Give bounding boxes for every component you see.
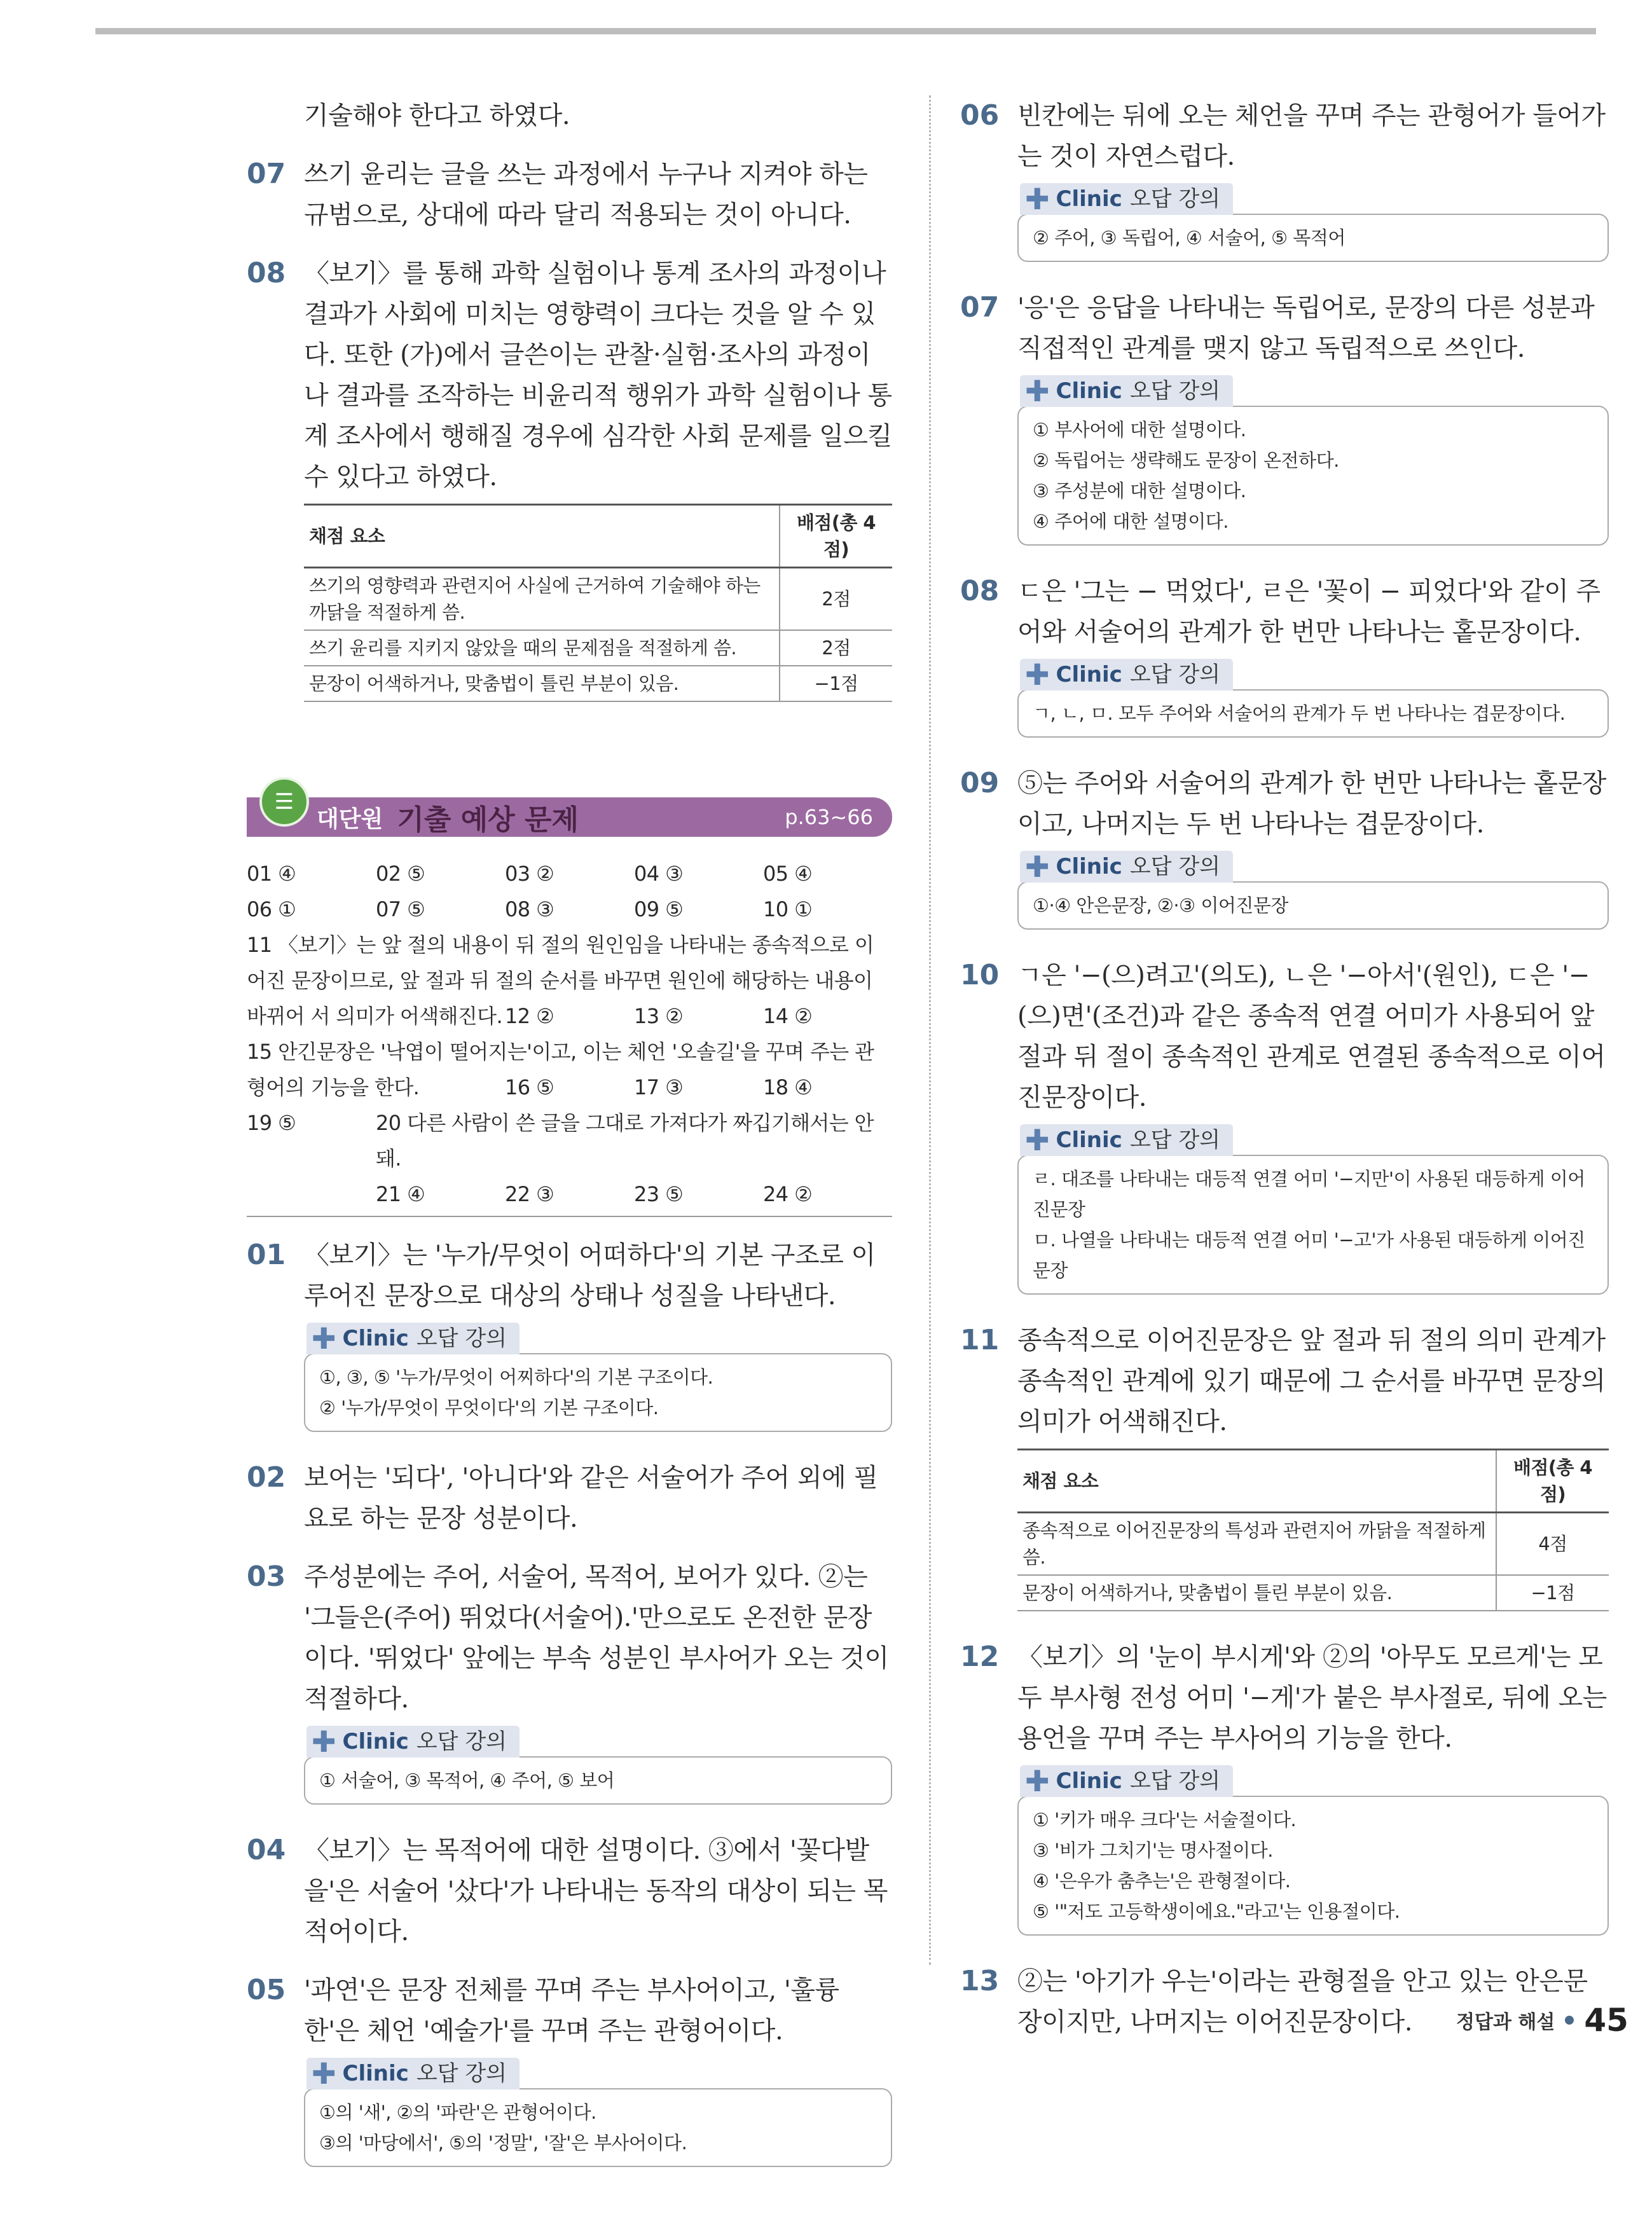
top-rule <box>95 28 1596 34</box>
clinic-tag: ✚ Clinic 오답 강의 <box>1020 1765 1233 1797</box>
item-text: 쓰기 윤리는 글을 쓰는 과정에서 누구나 지켜야 하는 규범으로, 상대에 따라 달리 적용되는 것이 아니다. <box>304 160 868 230</box>
answer-key <box>247 856 892 1217</box>
item-10 <box>960 955 1609 1118</box>
item-text: 빈칸에는 뒤에 오는 체언을 꾸며 주는 관형어가 들어가는 것이 자연스럽다. <box>1017 101 1606 171</box>
item-08 <box>247 253 892 497</box>
item-number: 13 <box>960 1965 1000 1997</box>
column-divider <box>929 95 931 1965</box>
item-number: 08 <box>247 257 286 289</box>
item-text: '과연'은 문장 전체를 꾸며 주는 부사어이고, '훌륭한'은 체언 '예술가'를 꾸며 주는 관형어이다. <box>304 1976 839 2046</box>
page-footer <box>1456 2002 1628 2039</box>
table-row: 쓰기 윤리를 지키지 않았을 때의 문제점을 적절하게 씀. 2점 <box>304 630 892 666</box>
answer-row: 19 ⑤ 20 다른 사람이 쓴 글을 그대로 가져다가 짜깁기해서는 안 돼. <box>247 1111 874 1171</box>
item-text: '응'은 응답을 나타내는 독립어로, 문장의 다른 성분과 직접적인 관계를 맺지 않고 독립적으로 쓰인다. <box>1017 293 1595 363</box>
item-text: ②는 '아기가 우는'이라는 관형절을 안고 있는 안은문장이지만, 나머지는 이어진문장이다. <box>1017 1967 1588 2037</box>
clinic-tag: ✚ Clinic 오답 강의 <box>306 1726 520 1758</box>
item-text: 보어는 '되다', '아니다'와 같은 서술어가 주어 외에 필요로 하는 문장 성분이다. <box>304 1463 878 1533</box>
item-number: 03 <box>247 1560 286 1593</box>
item-number: 07 <box>247 158 286 190</box>
section-banner: ☰ 대단원 기출 예상 문제 p.63~66 <box>247 797 892 837</box>
item-number: 07 <box>960 291 1000 324</box>
answer-row: 21 ④ 22 ③ 23 ⑤ 24 ② <box>376 1182 813 1206</box>
clinic-box: ✚ Clinic 오답 강의 ㄱ, ㄴ, ㅁ. 모두 주어와 서술어의 관계가 두 번 나타나는 겹문장이다. <box>1017 659 1609 738</box>
item-text: 〈보기〉의 '눈이 부시게'와 ②의 '아무도 모르게'는 모두 부사형 전성 어미 '−게'가 붙은 부사절로, 뒤에 오는 용언을 꾸며 주는 부사어의 기능을 한다. <box>1017 1642 1607 1753</box>
item-02 <box>247 1457 892 1539</box>
plus-icon: ✚ <box>1025 1764 1050 1798</box>
clinic-tag: ✚ Clinic 오답 강의 <box>1020 1124 1233 1156</box>
answer-row: 12 ② 13 ② 14 ② <box>505 1004 813 1028</box>
item-number: 10 <box>960 959 1000 991</box>
item-number: 04 <box>247 1834 286 1866</box>
item-number: 12 <box>960 1641 1000 1673</box>
table-row: 문장이 어색하거나, 맞춤법이 틀린 부분이 있음. −1점 <box>304 666 892 701</box>
item-text: ㄷ은 '그는 − 먹었다', ㄹ은 '꽃이 − 피었다'와 같이 주어와 서술어의 관계가 한 번만 나타나는 홑문장이다. <box>1017 577 1600 647</box>
item-number: 09 <box>960 767 1000 799</box>
plus-icon: ✚ <box>1025 850 1050 884</box>
table-row: 종속적으로 이어진문장의 특성과 관련지어 까닭을 적절하게 씀. 4점 <box>1017 1513 1609 1576</box>
item-05 <box>247 1970 892 2051</box>
clinic-box: ✚ Clinic 오답 강의 ①의 '새', ②의 '파란'은 관형어이다. ③의 '마당에서', ⑤의 '정말', '잘'은 부사어이다. <box>304 2058 892 2167</box>
scoring-table-2 <box>1017 1449 1609 1611</box>
plus-icon: ✚ <box>1025 374 1050 408</box>
clinic-box: ✚ Clinic 오답 강의 ①, ③, ⑤ '누가/무엇이 어찌하다'의 기본 구조이다. ② '누가/무엇이 무엇이다'의 기본 구조이다. <box>304 1323 892 1432</box>
plus-icon: ✚ <box>312 2056 336 2091</box>
item-number: 05 <box>247 1974 286 2006</box>
page-reference: p.63~66 <box>785 805 873 829</box>
item-08 <box>960 571 1609 652</box>
bullet-dot <box>1565 2016 1574 2025</box>
plus-icon: ✚ <box>1025 182 1050 216</box>
answer-row: 16 ⑤ 17 ③ 18 ④ <box>505 1075 813 1099</box>
table-header: 채점 요소 <box>1017 1450 1496 1513</box>
scoring-table-1 <box>304 504 892 702</box>
table-header: 배점(총 4점) <box>1496 1450 1609 1513</box>
item-text: ⑤는 주어와 서술어의 관계가 한 번만 나타나는 홑문장이고, 나머지는 두 번 나타나는 겹문장이다. <box>1017 769 1606 839</box>
item-text: 종속적으로 이어진문장은 앞 절과 뒤 절의 의미 관계가 종속적인 관계에 있기 때문에 그 순서를 바꾸면 문장의 의미가 어색해진다. <box>1017 1326 1606 1436</box>
clinic-box: ✚ Clinic 오답 강의 ㄹ. 대조를 나타내는 대등적 연결 어미 '−지만'이 사용된 대등하게 이어진문장 ㅁ. 나열을 나타내는 대등적 연결 어미 '−고'가 사용된 대등하게 이어진문장 <box>1017 1124 1609 1295</box>
item-number: 08 <box>960 575 1000 607</box>
plus-icon: ✚ <box>312 1321 336 1356</box>
plus-icon: ✚ <box>312 1724 336 1759</box>
clinic-tag: ✚ Clinic 오답 강의 <box>1020 851 1233 883</box>
item-09 <box>960 763 1609 844</box>
plus-icon: ✚ <box>1025 657 1050 692</box>
item-number: 11 <box>960 1324 1000 1356</box>
item-text: 〈보기〉는 '누가/무엇이 어떠하다'의 기본 구조로 이루어진 문장으로 대상의 상태나 성질을 나타낸다. <box>304 1241 876 1311</box>
item-07 <box>960 287 1609 369</box>
table-row: 문장이 어색하거나, 맞춤법이 틀린 부분이 있음. −1점 <box>1017 1575 1609 1611</box>
item-text: ㄱ은 '−(으)려고'(의도), ㄴ은 '−아서'(원인), ㄷ은 '−(으)면'(조건)과 같은 종속적 연결 어미가 사용되어 앞 절과 뒤 절이 종속적인 관계로 연결된 종속적으로 이어진문장이다. <box>1017 961 1606 1112</box>
item-04 <box>247 1830 892 1952</box>
clinic-tag: ✚ Clinic 오답 강의 <box>1020 659 1233 691</box>
clinic-tag: ✚ Clinic 오답 강의 <box>306 2058 520 2089</box>
item-11 <box>960 1320 1609 1442</box>
clinic-box: ✚ Clinic 오답 강의 ① 서술어, ③ 목적어, ④ 주어, ⑤ 보어 <box>304 1726 892 1805</box>
item-06 <box>960 95 1609 177</box>
footer-label: 정답과 해설 <box>1456 2011 1555 2034</box>
item-12 <box>960 1637 1609 1759</box>
item-number: 02 <box>247 1461 286 1494</box>
plus-icon: ✚ <box>1025 1123 1050 1157</box>
right-column <box>960 95 1609 2060</box>
page-number: 45 <box>1584 2002 1628 2039</box>
item-07 <box>247 154 892 235</box>
answer-15: 15 안긴문장은 '낙엽이 떨어지는'이고, 이는 체언 '오솔길'을 꾸며 주는 관형어의 기능을 한다. <box>247 1040 874 1099</box>
clinic-tag: ✚ Clinic 오답 강의 <box>1020 375 1233 407</box>
table-header: 채점 요소 <box>304 505 780 568</box>
clinic-box: ✚ Clinic 오답 강의 ① '키가 매우 크다'는 서술절이다. ③ '비가 그치기'는 명사절이다. ④ '은우가 춤추는'은 관형절이다. ⑤ '"저도 고등학생이에요."라고'는 인용절이다. <box>1017 1765 1609 1936</box>
item-text: 〈보기〉를 통해 과학 실험이나 통계 조사의 과정이나 결과가 사회에 미치는 영향력이 크다는 것을 알 수 있다. 또한 (가)에서 글쓴이는 관찰·실험·조사의 과정이나 결과를 조작하는 비윤리적 행위가 과학 실험이나 통계 조사에서 행해질 경우에 심각한 사회 문제를 일으킬 수 있다고 하였다. <box>304 259 892 492</box>
chat-icon: ☰ <box>259 777 309 827</box>
item-text: 주성분에는 주어, 서술어, 목적어, 보어가 있다. ②는 '그들은(주어) 뛰었다(서술어).'만으로도 온전한 문장이다. '뛰었다' 앞에는 부속 성분인 부사어가 오는 것이 적절하다. <box>304 1562 889 1714</box>
item-03 <box>247 1557 892 1719</box>
answer-row: 01 ④ 02 ⑤ 03 ② 04 ③ 05 ④ <box>247 862 813 886</box>
clinic-box: ✚ Clinic 오답 강의 ①·④ 안은문장, ②·③ 이어진문장 <box>1017 851 1609 930</box>
item-text: 〈보기〉는 목적어에 대한 설명이다. ③에서 '꽃다발을'은 서술어 '샀다'가 나타내는 동작의 대상이 되는 목적어이다. <box>304 1836 888 1946</box>
left-column <box>247 95 892 2192</box>
divider <box>247 1216 892 1217</box>
continued-text: 기술해야 한다고 하였다. <box>304 101 570 130</box>
clinic-tag: ✚ Clinic 오답 강의 <box>306 1323 520 1354</box>
table-header: 배점(총 4점) <box>780 505 892 568</box>
item-number: 06 <box>960 99 1000 132</box>
item-01 <box>247 1235 892 1316</box>
clinic-box: ✚ Clinic 오답 강의 ② 주어, ③ 독립어, ④ 서술어, ⑤ 목적어 <box>1017 183 1609 262</box>
answer-row: 06 ① 07 ⑤ 08 ③ 09 ⑤ 10 ① <box>247 897 813 921</box>
table-row: 쓰기의 영향력과 관련지어 사실에 근거하여 기술해야 하는 까닭을 적절하게 씀. 2점 <box>304 568 892 631</box>
item-number: 01 <box>247 1239 286 1271</box>
clinic-tag: ✚ Clinic 오답 강의 <box>1020 183 1233 215</box>
clinic-box: ✚ Clinic 오답 강의 ① 부사어에 대한 설명이다. ② 독립어는 생략해도 문장이 온전하다. ③ 주성분에 대한 설명이다. ④ 주어에 대한 설명이다. <box>1017 375 1609 546</box>
answer-11: 11 〈보기〉는 앞 절의 내용이 뒤 절의 원인임을 나타내는 종속적으로 이어진 문장이므로, 앞 절과 뒤 절의 순서를 바꾸면 원인에 해당하는 내용이 바뀌어 서 의미가 어색해진다. <box>247 933 874 1028</box>
